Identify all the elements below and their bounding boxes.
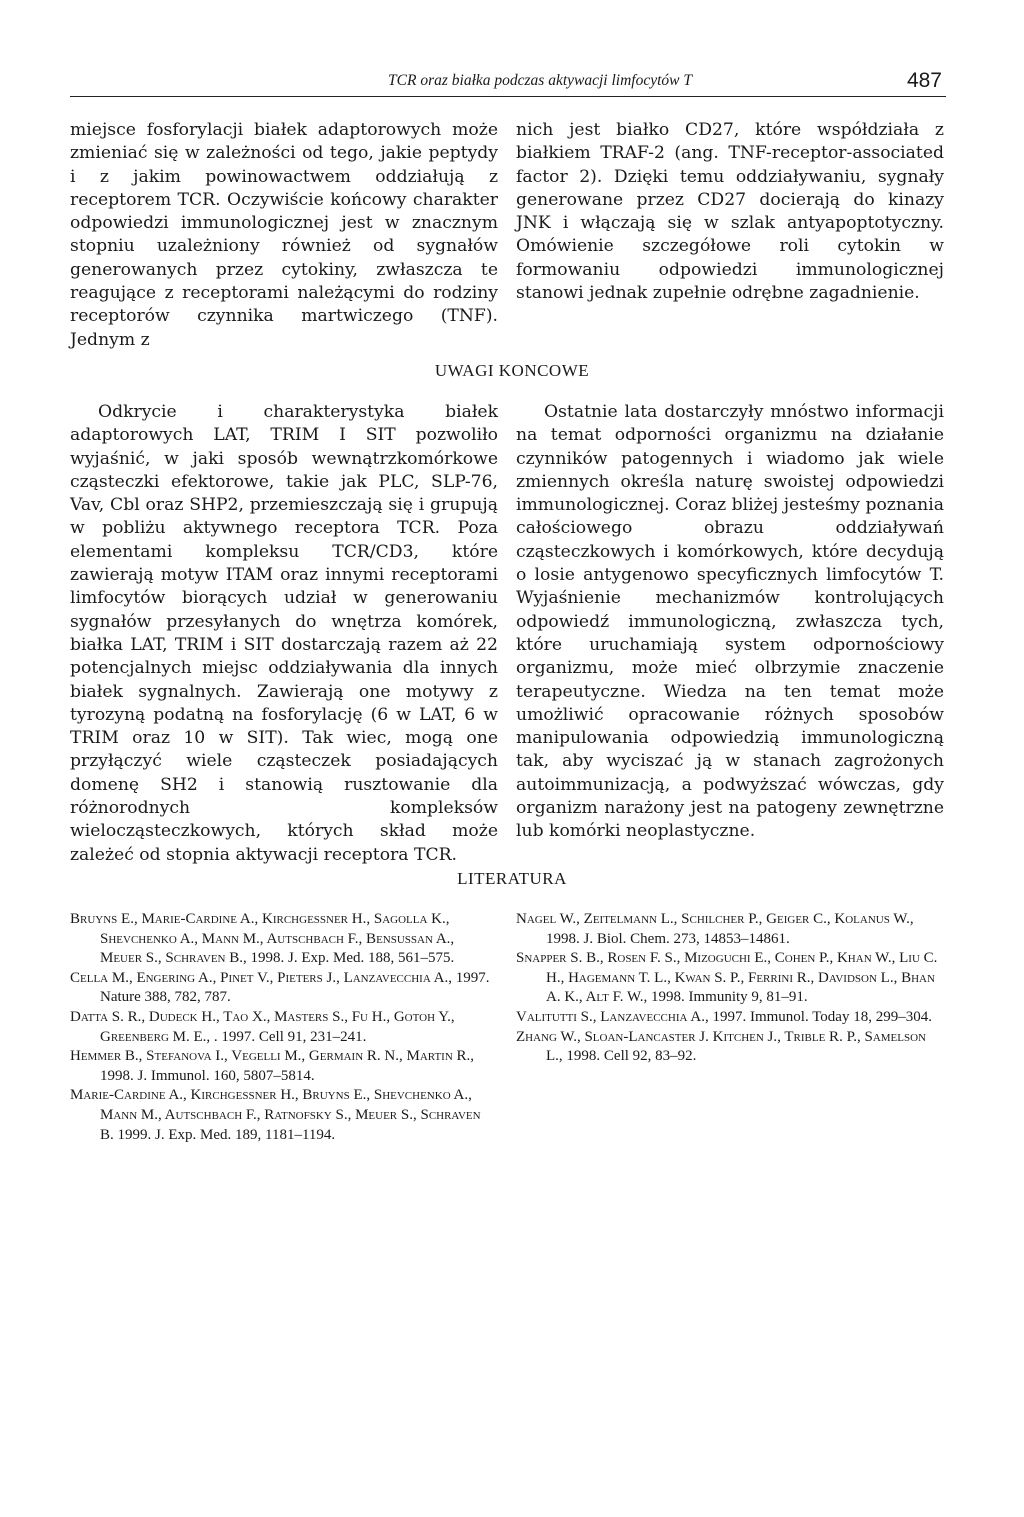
reference-item	[516, 949, 944, 1008]
page-number: 487	[906, 69, 942, 92]
body-paragraph: Ostatnie lata dostarczyły mnóstwo informacji na temat odporności organizmu na działanie czynników patogennych i wiadomo jak wiele zmiennych określa naturę swoistej odpowiedzi immunologicznej. Coraz bliżej jesteśmy poznania całościowego obrazu oddziaływań cząsteczkowych i komórkowych, które decydują o losie antygenowo specyficznych limfocytów T. Wyjaśnienie mechanizmów kontrolujących odpowiedź immunologiczną, zwłaszcza tych, które uruchamiają system odpornościowy organizmu, może mieć olbrzymie znaczenie terapeutyczne. Wiedza na ten temat może umożliwić opracowanie różnych sposobów manipulowania odpowiedzią immunologiczną tak, aby wyciszać ją w stanach zagrożonych autoimmunizacją, a podwyższać wówczas, gdy organizm narażony jest na patogeny zewnętrzne lub komórki neoplastyczne.	[516, 402, 944, 842]
reference-authors: Valitutti S., Lanzavecchia A.,	[516, 1008, 709, 1025]
reference-item	[70, 1086, 498, 1145]
references-left	[70, 910, 498, 1145]
body-paragraph: nich jest białko CD27, które współdziała z białkiem TRAF-2 (ang. TNF-receptor-associated factor 2). Dzięki temu oddziaływaniu, sygnały generowane przez CD27 docierają do kinazy JNK i włączają się w szlak antyapoptotyczny. Omówienie szczegółowe roli cytokin w formowaniu odpowiedzi immunologicznej stanowi jednak zupełnie odrębne zagadnienie.	[516, 120, 944, 304]
reference-authors: Cella M., Engering A., Pinet V., Pieters J., Lanzavecchia A.,	[70, 969, 453, 986]
reference-citation: 1997. Nature 388, 782, 787.	[100, 969, 490, 1006]
reference-citation: 1998. Cell 92, 83–92.	[566, 1048, 697, 1065]
top-left-column	[70, 119, 498, 352]
reference-authors: Marie-Cardine A., Kirchgessner H., Bruyns E., Shevchenko A., Mann M., Autschbach F., Ratnofsky S., Meuer S., Schraven B.	[70, 1087, 481, 1143]
reference-authors: Hemmer B., Stefanova I., Vegelli M., Germain R. N., Martin R.,	[70, 1048, 475, 1065]
top-right-column	[516, 119, 944, 305]
running-title: TCR oraz białka podczas aktywacji limfocytów T	[388, 72, 692, 89]
reference-item	[70, 1008, 498, 1047]
reference-item	[516, 1008, 944, 1028]
body-paragraph: miejsce fosforylacji białek adaptorowych może zmieniać się w zależności od tego, jakie peptydy i z jakim powinowactwem oddziałują z receptorem TCR. Oczywiście końcowy charakter odpowiedzi immunologicznej jest w znacznym stopniu uzależniony również od sygnałów generowanych przez cytokiny, zwłaszcza te reagujące z receptorami należącymi do rodziny receptorów czynnika martwiczego (TNF). Jednym z	[70, 120, 498, 350]
reference-citation: 1997. Immunol. Today 18, 299–304.	[712, 1008, 932, 1025]
page-header	[70, 70, 946, 97]
reference-citation: 1998. Immunity 9, 81–91.	[651, 989, 808, 1006]
reference-authors: Datta S. R., Dudeck H., Tao X., Masters S., Fu H., Gotoh Y., Greenberg M. E., .	[70, 1008, 455, 1045]
section-heading-uwagi: UWAGI KONCOWE	[434, 361, 590, 380]
reference-item	[516, 910, 944, 949]
reference-authors: Snapper S. B., Rosen F. S., Mizoguchi E., Cohen P., Khan W., Liu C. H., Hagemann T. L., Kwan S. P., Ferrini R., Davidson L., Bhan A. K., Alt F. W.,	[516, 950, 938, 1006]
reference-item	[70, 969, 498, 1008]
reference-citation: 1999. J. Exp. Med. 189, 1181–1194.	[117, 1126, 336, 1143]
reference-item	[70, 1047, 498, 1086]
reference-citation: 1998. J. Exp. Med. 188, 561–575.	[250, 950, 455, 967]
reference-authors: Zhang W., Sloan-Lancaster J. Kitchen J., Trible R. P., Samelson L.,	[516, 1028, 927, 1065]
reference-citation: 1998. J. Biol. Chem. 273, 14853–14861.	[546, 930, 790, 947]
uwagi-right-column	[516, 401, 944, 844]
reference-authors: Bruyns E., Marie-Cardine A., Kirchgessner H., Sagolla K., Shevchenko A., Mann M., Autschbach F., Bensussan A., Meuer S., Schraven B.,	[70, 911, 455, 967]
reference-citation: 1998. J. Immunol. 160, 5807–5814.	[100, 1067, 315, 1084]
reference-item	[70, 910, 498, 969]
uwagi-left-column	[70, 401, 498, 867]
body-paragraph: Odkrycie i charakterystyka białek adaptorowych LAT, TRIM I SIT pozwoliło wyjaśnić, w jaki sposób wewnątrzkomórkowe cząsteczki efektorowe, takie jak PLC, SLP-76, Vav, Cbl oraz SHP2, przemieszczają się i grupują w pobliżu aktywnego receptora TCR. Poza elementami kompleksu TCR/CD3, które zawierają motyw ITAM oraz innymi receptorami limfocytów biorących udział w generowaniu sygnałów przesyłanych do wnętrza komórek, białka LAT, TRIM i SIT dostarczają razem aż 22 potencjalnych miejsc oddziaływania dla innych białek sygnalnych. Zawierają one motywy z tyrozyną podatną na fosforylację (6 w LAT, 6 w TRIM oraz 10 w SIT). Tak wiec, mogą one przyłączyć wiele cząsteczek posiadających domenę SH2 i stanowią rusztowanie dla różnorodnych kompleksów wielocząsteczkowych, których skład może zależeć od stopnia aktywacji receptora TCR.	[70, 402, 498, 865]
section-heading-literatura: LITERATURA	[457, 869, 567, 888]
reference-item	[516, 1028, 944, 1067]
reference-citation: 1997. Cell 91, 231–241.	[221, 1028, 367, 1045]
reference-authors: Nagel W., Zeitelmann L., Schilcher P., Geiger C., Kolanus W.,	[516, 911, 914, 927]
references-right	[516, 910, 944, 1067]
